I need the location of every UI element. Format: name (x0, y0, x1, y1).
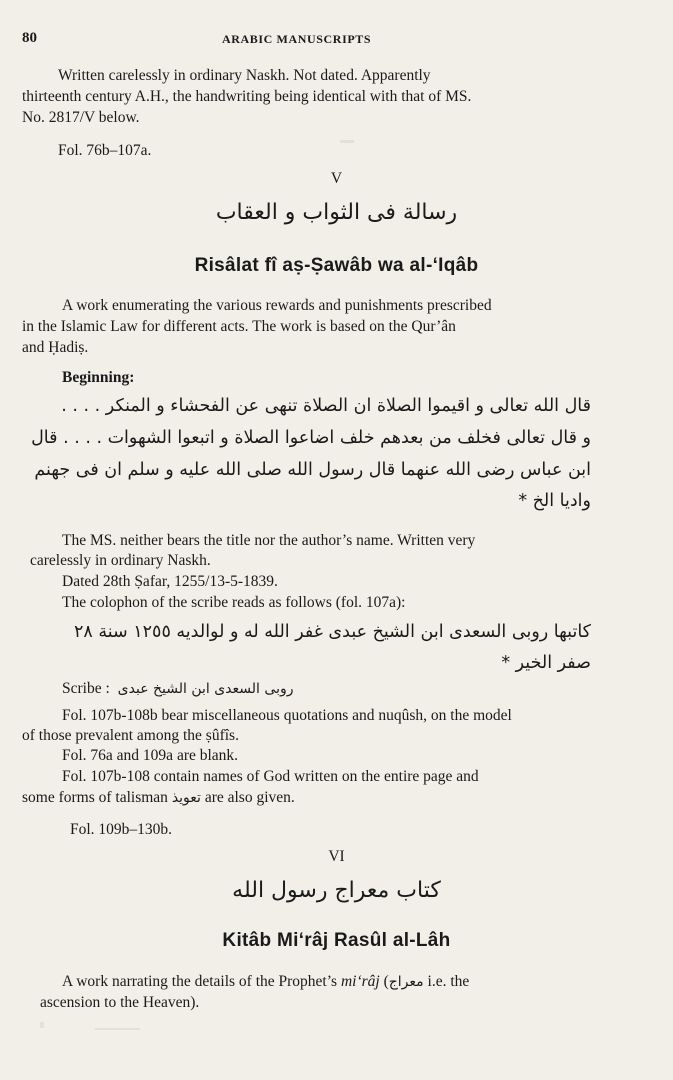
colophon-arabic-line-2: صفر الخير * (501, 653, 591, 673)
section-vi-desc-1-pre: A work narrating the details of the Prophet’s (62, 973, 338, 990)
beginning-arabic-line-3: ابن عباس رضى الله عنهما قال رسول الله صلى الله عليه و سلم ان فى جهنم (34, 460, 591, 480)
misc-line-2: of those prevalent among the ṣûfîs. (22, 727, 239, 744)
colophon-intro: The colophon of the scribe reads as follows (fol. 107a): (62, 594, 406, 611)
names-line-2 (22, 789, 295, 807)
names-line-2-pre: some forms of talisman (22, 789, 168, 806)
section-vi-desc-2: ascension to the Heaven). (40, 994, 200, 1011)
open-paren: ( (383, 973, 389, 990)
running-header: ARABIC MANUSCRIPTS (222, 32, 372, 46)
section-v-numeral: V (330, 170, 343, 187)
section-v-desc-1: A work enumerating the various rewards and punishments prescribed (62, 297, 492, 314)
beginning-arabic-line-4: واديا الخ * (518, 491, 591, 511)
page-smudge (40, 1022, 44, 1028)
intro-line-1: Written carelessly in ordinary Naskh. Not dated. Apparently (58, 67, 431, 84)
section-v-folio: Fol. 109b–130b. (70, 821, 173, 838)
page-smudge (95, 1028, 140, 1030)
ms-note-line-1: The MS. neither bears the title nor the author’s name. Written very (62, 532, 476, 549)
scribe-label: Scribe : (62, 680, 110, 697)
scribe-arabic: روبى السعدى ابن الشيخ عبدى (117, 681, 294, 697)
section-v-desc-3: and Ḥadiṣ. (22, 339, 89, 356)
misc-line-1: Fol. 107b-108b bear miscellaneous quotations and nuqûsh, on the model (62, 707, 512, 724)
page-number: 80 (22, 30, 37, 46)
beginning-arabic-line-1: قال الله تعالى و اقيموا الصلاة ان الصلاة تنهى عن الفحشاء و المنكر . . . . (61, 396, 591, 416)
section-vi-desc-1-post: i.e. the (427, 973, 470, 990)
names-line-1: Fol. 107b-108 contain names of God written on the entire page and (62, 768, 479, 785)
page-smudge (340, 140, 354, 143)
talisman-arabic: تعويذ (171, 790, 201, 806)
section-v-arabic-title: رسالة فى الثواب و العقاب (215, 200, 458, 225)
scribe-line (62, 680, 293, 698)
section-v-title: Risâlat fî aṣ-Ṣawâb wa al-‘Iqâb (194, 255, 479, 276)
section-vi-arabic-title: كتاب معراج رسول الله (232, 878, 441, 903)
section-vi-desc-1 (62, 973, 469, 991)
blank-folios-line: Fol. 76a and 109a are blank. (62, 747, 239, 764)
intro-line-2: thirteenth century A.H., the handwriting being identical with that of MS. (22, 88, 472, 105)
dated-line: Dated 28th Ṣafar, 1255/13-5-1839. (62, 573, 278, 590)
section-vi-numeral: VI (328, 848, 345, 865)
section-vi-title: Kitâb Mi‘râj Rasûl al-Lâh (222, 930, 451, 951)
beginning-arabic-line-2: و قال تعالى فخلف من بعدهم خلف اضاعوا الصلاة و اتبعوا الشهوات . . . . قال (31, 428, 591, 448)
beginning-label: Beginning: (62, 369, 135, 386)
ms-note-line-2: carelessly in ordinary Naskh. (30, 552, 211, 569)
miraj-term: mi‘râj (340, 973, 380, 990)
intro-folio: Fol. 76b–107a. (58, 142, 152, 159)
intro-line-3: No. 2817/V below. (22, 109, 140, 126)
section-v-desc-2: in the Islamic Law for different acts. The work is based on the Qur’ân (22, 318, 456, 335)
colophon-arabic-line-1: كاتبها روبى السعدى ابن الشيخ عبدى غفر الله له و لوالديه ١٢٥٥ سنة ٢٨ (73, 622, 591, 642)
names-line-2-post: are also given. (204, 789, 295, 806)
miraj-arabic: معراج (388, 974, 424, 990)
